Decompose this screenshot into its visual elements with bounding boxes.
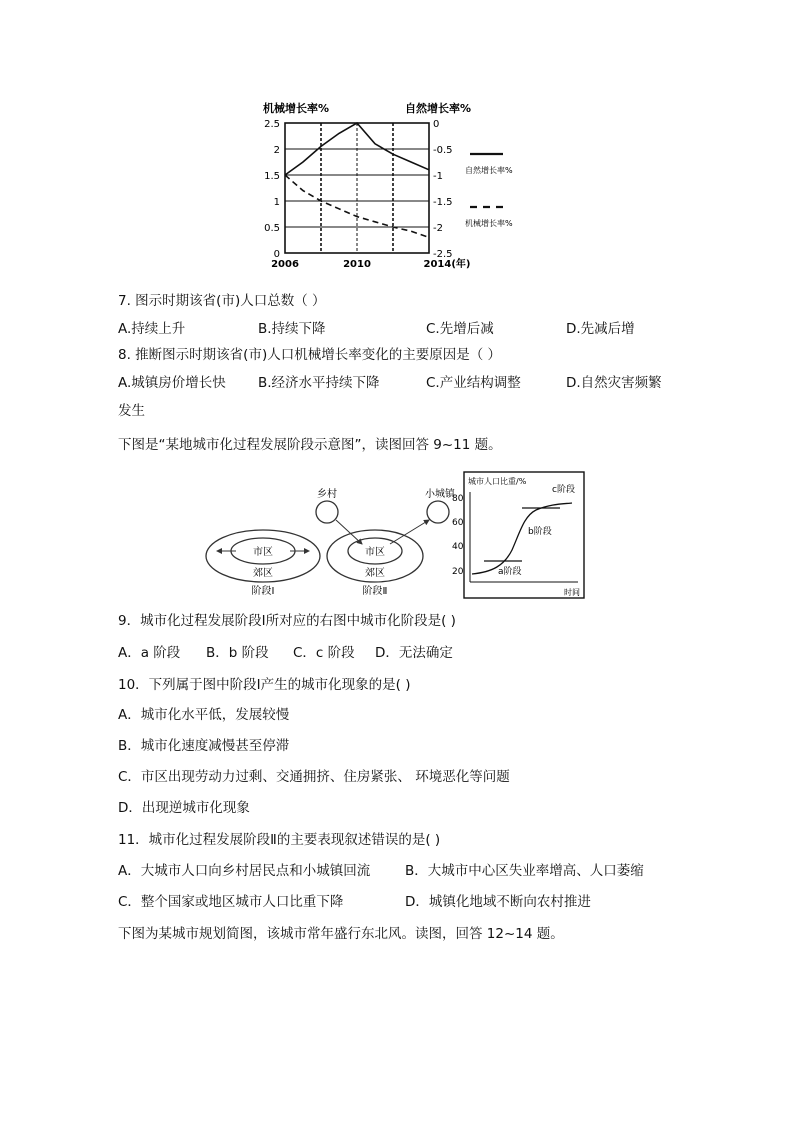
right-axis-title: 自然增长率% xyxy=(405,102,472,115)
q11-option-a[interactable]: A．大城市人口向乡村居民点和小城镇回流 xyxy=(118,863,371,879)
q8-option-c[interactable]: C.产业结构调整 xyxy=(426,375,521,391)
stage1-urban-label: 市区 xyxy=(253,547,273,558)
q9-stem: 9．城市化过程发展阶段Ⅰ所对应的右图中城市化阶段是( ) xyxy=(118,613,456,629)
village-circle xyxy=(316,501,338,523)
left-tick-label: 1 xyxy=(273,197,280,208)
left-tick-label: 2.5 xyxy=(264,119,280,130)
intro-9-11: 下图是“某地城市化过程发展阶段示意图”，读图回答 9~11 题。 xyxy=(118,437,502,453)
x-tick-label: 2006 xyxy=(271,259,299,270)
q11-option-b[interactable]: B．大城市中心区失业率增高、人口萎缩 xyxy=(405,863,644,879)
stage1-label: 阶段Ⅰ xyxy=(251,586,275,597)
q7-option-a[interactable]: A.持续上升 xyxy=(118,321,186,337)
left-tick-label: 0.5 xyxy=(264,223,280,234)
curve-label-c: c阶段 xyxy=(552,485,575,495)
left-tick-label: 1.5 xyxy=(264,171,280,182)
legend-dashed-label: 机械增长率% xyxy=(465,219,513,228)
right-tick-label: 0 xyxy=(433,119,440,130)
q11-stem: 11．城市化过程发展阶段Ⅱ的主要表现叙述错误的是( ) xyxy=(118,832,441,848)
x-tick-label: 2014(年) xyxy=(423,259,471,270)
stage2-urban-label: 市区 xyxy=(365,547,385,558)
curve-title: 城市人口比重/% xyxy=(468,477,527,486)
curve-x-label: 时间 xyxy=(564,588,580,597)
q8-stem: 8. 推断图示时期该省(市)人口机械增长率变化的主要原因是（ ） xyxy=(118,347,501,363)
q9-option-c[interactable]: C．c 阶段 xyxy=(293,645,355,661)
village-label: 乡村 xyxy=(317,489,337,500)
legend-solid-label: 自然增长率% xyxy=(465,166,513,175)
curve-label-b: b阶段 xyxy=(528,527,552,537)
stage2-suburb-label: 郊区 xyxy=(365,568,385,579)
town-circle xyxy=(427,501,449,523)
chart-grid xyxy=(285,123,429,253)
right-tick-label: -0.5 xyxy=(433,145,453,156)
q10-option-d[interactable]: D．出现逆城市化现象 xyxy=(118,800,250,816)
q7-option-b[interactable]: B.持续下降 xyxy=(258,321,326,337)
right-tick-label: -1 xyxy=(433,171,443,182)
curve-tick-60: 60 xyxy=(452,518,464,528)
q8-option-a[interactable]: A.城镇房价增长快 xyxy=(118,375,226,391)
q9-option-d[interactable]: D．无法确定 xyxy=(375,645,453,661)
curve-tick-40: 40 xyxy=(452,542,464,552)
population-growth-chart xyxy=(255,96,535,274)
right-tick-label: -1.5 xyxy=(433,197,453,208)
q10-option-c[interactable]: C．市区出现劳动力过剩、交通拥挤、住房紧张、 环境恶化等问题 xyxy=(118,769,510,785)
town-label: 小城镇 xyxy=(425,489,455,500)
curve-tick-80: 80 xyxy=(452,494,464,504)
q8-option-b[interactable]: B.经济水平持续下降 xyxy=(258,375,380,391)
left-tick-label: 0 xyxy=(273,249,280,260)
q10-stem: 10．下列属于图中阶段Ⅰ产生的城市化现象的是( ) xyxy=(118,677,411,693)
q10-option-a[interactable]: A．城市化水平低，发展较慢 xyxy=(118,707,290,723)
q7-stem: 7. 图示时期该省(市)人口总数（ ） xyxy=(118,293,326,309)
urbanization-stage-diagram xyxy=(200,470,592,600)
right-tick-label: -2.5 xyxy=(433,249,453,260)
right-tick-label: -2 xyxy=(433,223,443,234)
stage1-suburb-label: 郊区 xyxy=(253,568,273,579)
chart-ticks xyxy=(264,119,470,270)
q8-option-d[interactable]: D.自然灾害频繁 xyxy=(566,375,662,391)
q9-option-b[interactable]: B．b 阶段 xyxy=(206,645,269,661)
q7-option-d[interactable]: D.先减后增 xyxy=(566,321,635,337)
q11-option-d[interactable]: D．城镇化地域不断向农村推进 xyxy=(405,894,591,910)
left-tick-label: 2 xyxy=(273,145,280,156)
curve-tick-20: 20 xyxy=(452,567,464,577)
q8-option-d-wrap: 发生 xyxy=(118,403,145,419)
stage2-label: 阶段Ⅱ xyxy=(362,586,388,597)
intro-12-14: 下图为某城市规划简图，该城市常年盛行东北风。读图，回答 12~14 题。 xyxy=(118,926,564,942)
q9-option-a[interactable]: A．a 阶段 xyxy=(118,645,181,661)
left-axis-title: 机械增长率% xyxy=(263,102,330,115)
q7-option-c[interactable]: C.先增后减 xyxy=(426,321,494,337)
x-tick-label: 2010 xyxy=(343,259,371,270)
q11-option-c[interactable]: C．整个国家或地区城市人口比重下降 xyxy=(118,894,344,910)
q10-option-b[interactable]: B．城市化速度减慢甚至停滞 xyxy=(118,738,290,754)
urbanization-s-curve xyxy=(472,503,572,574)
curve-label-a: a阶段 xyxy=(498,567,522,577)
